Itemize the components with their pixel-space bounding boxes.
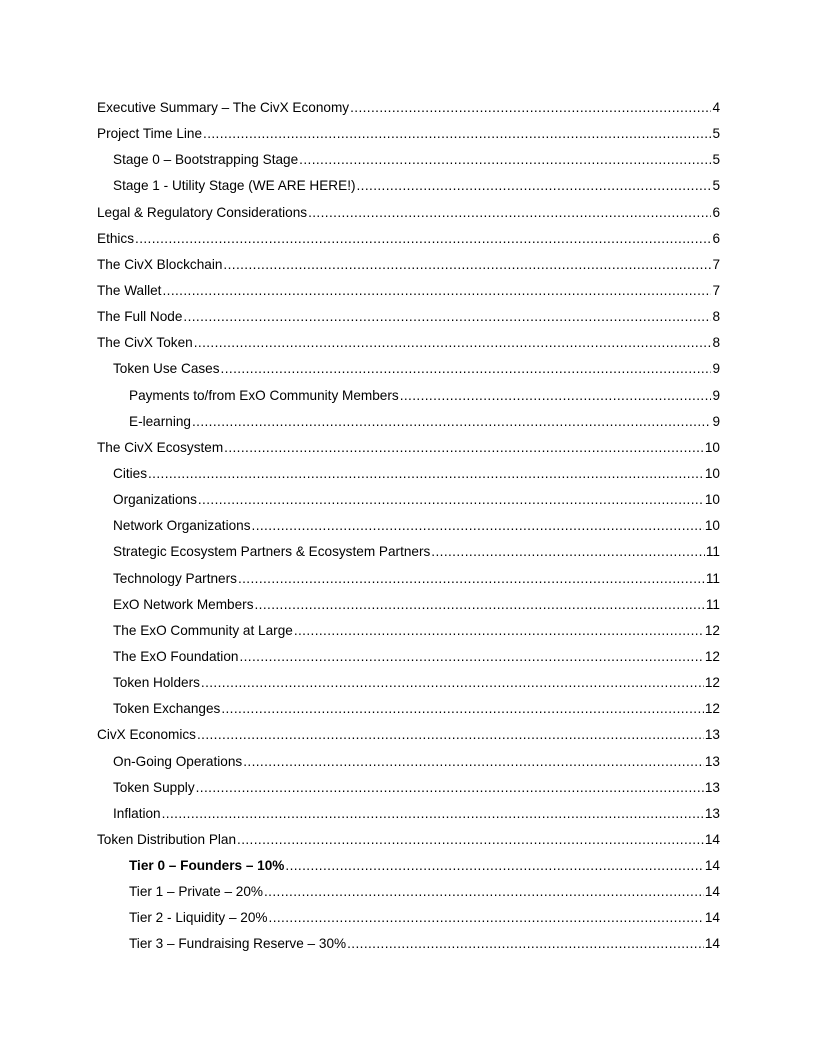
toc-entry[interactable] bbox=[97, 383, 720, 409]
toc-entry-title: ExO Network Members bbox=[113, 596, 254, 612]
toc-dot-leader bbox=[400, 383, 712, 409]
toc-page-number: 5 bbox=[712, 178, 720, 194]
toc-entry-title: Tier 1 – Private – 20% bbox=[129, 884, 263, 900]
toc-dot-leader bbox=[221, 356, 712, 382]
toc-entry-title: Strategic Ecosystem Partners & Ecosystem Partners bbox=[113, 544, 431, 560]
toc-dot-leader bbox=[299, 147, 711, 173]
toc-entry[interactable] bbox=[97, 566, 720, 592]
toc-dot-leader bbox=[294, 618, 704, 644]
toc-page-number: 10 bbox=[704, 518, 720, 534]
toc-dot-leader bbox=[203, 121, 711, 147]
toc-entry-title: Inflation bbox=[113, 805, 161, 821]
toc-entry[interactable] bbox=[97, 513, 720, 539]
toc-dot-leader bbox=[308, 200, 711, 226]
toc-entry[interactable] bbox=[97, 696, 720, 722]
toc-entry[interactable] bbox=[97, 932, 720, 958]
toc-page-number: 4 bbox=[712, 99, 720, 115]
toc-entry[interactable] bbox=[97, 304, 720, 330]
toc-dot-leader bbox=[197, 722, 704, 748]
toc-entry-title: Tier 0 – Founders – 10% bbox=[129, 858, 285, 874]
toc-page-number: 9 bbox=[712, 387, 720, 403]
toc-entry[interactable] bbox=[97, 121, 720, 147]
toc-entry-title: Token Use Cases bbox=[113, 361, 220, 377]
toc-dot-leader bbox=[238, 566, 705, 592]
toc-dot-leader bbox=[285, 853, 703, 879]
toc-entry-title: The ExO Foundation bbox=[113, 648, 239, 664]
toc-dot-leader bbox=[347, 932, 704, 958]
toc-entry-title: Tier 2 - Liquidity – 20% bbox=[129, 910, 268, 926]
toc-page-number: 5 bbox=[712, 126, 720, 142]
toc-entry-title: Executive Summary – The CivX Economy bbox=[97, 99, 350, 115]
toc-page-number: 6 bbox=[712, 204, 720, 220]
toc-entry[interactable] bbox=[97, 775, 720, 801]
table-of-contents bbox=[97, 95, 720, 958]
toc-entry-title: E-learning bbox=[129, 413, 191, 429]
toc-entry-title: Technology Partners bbox=[113, 570, 237, 586]
toc-dot-leader bbox=[431, 539, 705, 565]
toc-page-number: 12 bbox=[704, 701, 720, 717]
toc-entry[interactable] bbox=[97, 644, 720, 670]
toc-page-number: 5 bbox=[712, 152, 720, 168]
toc-page-number: 14 bbox=[704, 831, 720, 847]
toc-entry[interactable] bbox=[97, 356, 720, 382]
toc-dot-leader bbox=[192, 409, 711, 435]
toc-dot-leader bbox=[162, 278, 711, 304]
toc-entry[interactable] bbox=[97, 801, 720, 827]
toc-entry[interactable] bbox=[97, 200, 720, 226]
toc-entry-title: Token Holders bbox=[113, 675, 200, 691]
toc-entry[interactable] bbox=[97, 905, 720, 931]
toc-page-number: 12 bbox=[704, 648, 720, 664]
toc-dot-leader bbox=[183, 304, 711, 330]
toc-entry-title: Network Organizations bbox=[113, 518, 251, 534]
toc-page-number: 10 bbox=[704, 465, 720, 481]
toc-dot-leader bbox=[243, 749, 704, 775]
toc-entry-title: The CivX Token bbox=[97, 335, 193, 351]
toc-entry[interactable] bbox=[97, 226, 720, 252]
toc-entry[interactable] bbox=[97, 461, 720, 487]
toc-dot-leader bbox=[239, 644, 703, 670]
toc-dot-leader bbox=[223, 252, 711, 278]
toc-entry[interactable] bbox=[97, 592, 720, 618]
toc-dot-leader bbox=[196, 775, 704, 801]
toc-page-number: 9 bbox=[712, 361, 720, 377]
toc-dot-leader bbox=[350, 95, 711, 121]
toc-entry[interactable] bbox=[97, 722, 720, 748]
toc-page-number: 14 bbox=[704, 910, 720, 926]
toc-entry[interactable] bbox=[97, 827, 720, 853]
toc-entry-title: The ExO Community at Large bbox=[113, 622, 293, 638]
toc-page-number: 7 bbox=[712, 282, 720, 298]
toc-page-number: 11 bbox=[705, 570, 720, 586]
toc-entry-title: CivX Economics bbox=[97, 727, 196, 743]
toc-page-number: 12 bbox=[704, 622, 720, 638]
toc-entry-title: Stage 1 - Utility Stage (WE ARE HERE!) bbox=[113, 178, 356, 194]
toc-entry[interactable] bbox=[97, 853, 720, 879]
toc-entry[interactable] bbox=[97, 749, 720, 775]
toc-entry-title: The Wallet bbox=[97, 282, 162, 298]
toc-page-number: 7 bbox=[712, 256, 720, 272]
toc-dot-leader bbox=[252, 513, 704, 539]
toc-dot-leader bbox=[148, 461, 704, 487]
toc-entry-title: The CivX Ecosystem bbox=[97, 439, 224, 455]
toc-entry[interactable] bbox=[97, 95, 720, 121]
toc-entry-title: Legal & Regulatory Considerations bbox=[97, 204, 308, 220]
toc-page-number: 6 bbox=[712, 230, 720, 246]
toc-page-number: 14 bbox=[704, 858, 720, 874]
toc-entry[interactable] bbox=[97, 252, 720, 278]
toc-entry[interactable] bbox=[97, 278, 720, 304]
toc-entry[interactable] bbox=[97, 670, 720, 696]
toc-page-number: 13 bbox=[704, 805, 720, 821]
toc-dot-leader bbox=[357, 173, 712, 199]
toc-entry-title: Organizations bbox=[113, 492, 197, 508]
toc-page-number: 12 bbox=[704, 675, 720, 691]
toc-dot-leader bbox=[162, 801, 704, 827]
toc-entry-title: Stage 0 – Bootstrapping Stage bbox=[113, 152, 299, 168]
toc-dot-leader bbox=[255, 592, 705, 618]
toc-entry-title: Project Time Line bbox=[97, 126, 203, 142]
toc-entry-title: The CivX Blockchain bbox=[97, 256, 223, 272]
toc-page-number: 10 bbox=[704, 439, 720, 455]
toc-entry-title: Token Exchanges bbox=[113, 701, 221, 717]
toc-page-number: 11 bbox=[705, 544, 720, 560]
toc-entry[interactable] bbox=[97, 173, 720, 199]
toc-entry-title: Cities bbox=[113, 465, 147, 481]
toc-page-number: 9 bbox=[712, 413, 720, 429]
toc-page-number: 13 bbox=[704, 779, 720, 795]
toc-dot-leader bbox=[237, 827, 704, 853]
toc-dot-leader bbox=[135, 226, 711, 252]
toc-dot-leader bbox=[194, 330, 712, 356]
toc-entry-title: Payments to/from ExO Community Members bbox=[129, 387, 399, 403]
toc-entry[interactable] bbox=[97, 879, 720, 905]
toc-page-number: 8 bbox=[712, 335, 720, 351]
toc-entry-title: The Full Node bbox=[97, 309, 183, 325]
toc-dot-leader bbox=[269, 905, 704, 931]
toc-dot-leader bbox=[264, 879, 704, 905]
toc-dot-leader bbox=[224, 435, 704, 461]
toc-page-number: 13 bbox=[704, 727, 720, 743]
toc-page-number: 10 bbox=[704, 492, 720, 508]
toc-entry-title: Ethics bbox=[97, 230, 135, 246]
toc-entry-title: On-Going Operations bbox=[113, 753, 243, 769]
toc-dot-leader bbox=[221, 696, 704, 722]
toc-entry[interactable] bbox=[97, 435, 720, 461]
toc-entry[interactable] bbox=[97, 487, 720, 513]
toc-dot-leader bbox=[201, 670, 704, 696]
toc-page-number: 13 bbox=[704, 753, 720, 769]
toc-entry-title: Tier 3 – Fundraising Reserve – 30% bbox=[129, 936, 347, 952]
toc-page-number: 14 bbox=[704, 936, 720, 952]
toc-entry[interactable] bbox=[97, 330, 720, 356]
toc-entry[interactable] bbox=[97, 539, 720, 565]
toc-page-number: 11 bbox=[705, 596, 720, 612]
toc-entry-title: Token Supply bbox=[113, 779, 195, 795]
toc-page-number: 8 bbox=[712, 309, 720, 325]
toc-entry[interactable] bbox=[97, 618, 720, 644]
toc-entry-title: Token Distribution Plan bbox=[97, 831, 237, 847]
toc-entry[interactable] bbox=[97, 409, 720, 435]
toc-page-number: 14 bbox=[704, 884, 720, 900]
toc-entry[interactable] bbox=[97, 147, 720, 173]
toc-dot-leader bbox=[198, 487, 704, 513]
